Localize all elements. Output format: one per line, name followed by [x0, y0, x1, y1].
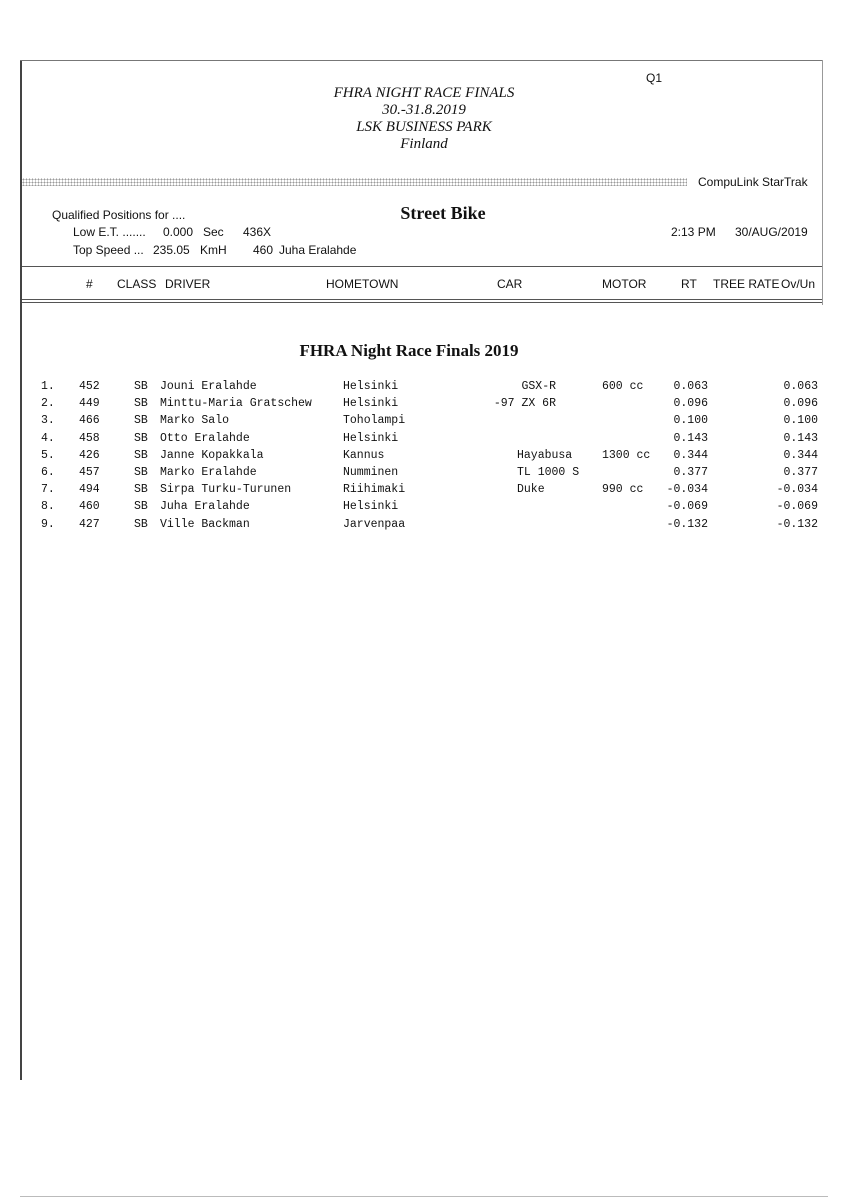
cell-ovun: -0.034 — [776, 483, 818, 497]
cell-car: GSX-R — [521, 380, 556, 393]
dotted-separator — [22, 178, 687, 186]
event-dates: 30.-31.8.2019 — [382, 102, 466, 118]
frame-top-border — [20, 60, 822, 61]
cell-position: 6. — [41, 466, 55, 479]
cell-hometown: Helsinki — [343, 397, 399, 411]
cell-number: 466 — [79, 414, 100, 428]
cell-ovun: -0.132 — [776, 517, 818, 531]
low-et-value: 0.000 — [163, 225, 194, 239]
cell-hometown: Jarvenpaa — [343, 517, 406, 531]
cell-ovun: 0.096 — [783, 397, 818, 411]
cell-rt: 0.344 — [673, 448, 708, 462]
table-row — [0, 483, 848, 500]
page-bottom-line — [20, 1196, 828, 1197]
cell-class: SB — [134, 380, 148, 393]
report-date: 30/AUG/2019 — [735, 225, 808, 239]
cell-hometown: Helsinki — [343, 500, 399, 514]
cell-car: Duke — [517, 483, 545, 497]
cell-driver: Minttu-Maria Gratschew — [160, 397, 312, 411]
cell-class: SB — [134, 431, 148, 445]
event-title: FHRA NIGHT RACE FINALS — [333, 85, 515, 101]
top-speed-driver: Juha Eralahde — [279, 243, 357, 257]
header-bottom-line-2 — [22, 302, 822, 303]
cell-hometown: Toholampi — [343, 414, 406, 428]
cell-motor: 600 cc — [602, 380, 644, 393]
cell-number: 452 — [79, 380, 100, 393]
col-car: CAR — [497, 277, 523, 291]
table-row — [0, 414, 848, 431]
header-bottom-line-1 — [22, 299, 822, 300]
low-et-number: 436X — [243, 225, 272, 239]
col-driver: DRIVER — [165, 277, 211, 291]
cell-number: 426 — [79, 448, 100, 462]
col-rt: RT — [681, 277, 697, 291]
cell-driver: Jouni Eralahde — [160, 380, 257, 393]
cell-motor: 1300 cc — [602, 448, 651, 462]
cell-hometown: Helsinki — [343, 431, 399, 445]
class-title: Street Bike — [400, 203, 486, 223]
col-motor: MOTOR — [602, 277, 647, 291]
cell-rt: -0.132 — [666, 517, 708, 531]
cell-position: 4. — [41, 431, 55, 445]
top-speed-number: 460 — [253, 243, 274, 257]
cell-motor: 990 cc — [602, 483, 644, 497]
cell-position: 2. — [41, 397, 55, 411]
section-title: FHRA Night Race Finals 2019 — [299, 341, 519, 360]
cell-class: SB — [134, 500, 148, 514]
cell-rt: 0.143 — [673, 431, 708, 445]
cell-position: 7. — [41, 483, 55, 497]
cell-hometown: Helsinki — [343, 380, 399, 393]
cell-driver: Ville Backman — [160, 517, 250, 531]
cell-class: SB — [134, 483, 148, 497]
cell-ovun: -0.069 — [776, 500, 818, 514]
cell-car: -97 ZX 6R — [493, 397, 556, 411]
table-row — [0, 432, 848, 449]
cell-driver: Janne Kopakkala — [160, 448, 264, 462]
col-class: CLASS — [117, 277, 157, 291]
low-et-unit: Sec — [203, 225, 224, 239]
cell-class: SB — [134, 448, 148, 462]
cell-ovun: 0.143 — [783, 431, 818, 445]
cell-rt: 0.377 — [673, 466, 708, 479]
cell-car: TL 1000 S — [517, 466, 580, 479]
top-speed-unit: KmH — [200, 243, 227, 257]
cell-number: 457 — [79, 466, 100, 479]
system-name: CompuLink StarTrak — [698, 175, 808, 189]
cell-number: 427 — [79, 517, 100, 531]
cell-number: 460 — [79, 500, 100, 514]
qualified-label: Qualified Positions for .... — [52, 208, 186, 222]
col-tree-rate: TREE RATE — [713, 277, 780, 291]
col-hometown: HOMETOWN — [326, 277, 399, 291]
header-top-line — [22, 266, 822, 267]
event-country: Finland — [400, 136, 448, 152]
page-code: Q1 — [646, 71, 663, 85]
cell-class: SB — [134, 414, 148, 428]
cell-position: 1. — [41, 380, 55, 393]
table-row — [0, 500, 848, 517]
cell-rt: 0.063 — [673, 380, 708, 393]
cell-number: 449 — [79, 397, 100, 411]
cell-number: 494 — [79, 483, 100, 497]
cell-driver: Sirpa Turku-Turunen — [160, 483, 292, 497]
cell-position: 3. — [41, 414, 55, 428]
report-time: 2:13 PM — [671, 225, 716, 239]
col-ovun: Ov/Un — [781, 277, 816, 291]
cell-class: SB — [134, 517, 148, 531]
cell-position: 5. — [41, 448, 55, 462]
cell-car: Hayabusa — [517, 448, 573, 462]
cell-rt: -0.069 — [666, 500, 708, 514]
cell-hometown: Kannus — [343, 448, 385, 462]
cell-rt: 0.100 — [673, 414, 708, 428]
low-et-label: Low E.T. ....... — [73, 225, 146, 239]
cell-rt: 0.096 — [673, 397, 708, 411]
cell-driver: Juha Eralahde — [160, 500, 250, 514]
col-num: # — [86, 277, 93, 291]
cell-hometown: Numminen — [343, 466, 399, 479]
cell-class: SB — [134, 397, 148, 411]
cell-driver: Otto Eralahde — [160, 431, 250, 445]
table-row — [0, 380, 848, 397]
cell-ovun: 0.377 — [783, 466, 818, 479]
table-row — [0, 518, 848, 535]
event-venue: LSK BUSINESS PARK — [356, 119, 492, 135]
top-speed-label: Top Speed ... — [73, 243, 144, 257]
cell-position: 8. — [41, 500, 55, 514]
table-row — [0, 449, 848, 466]
cell-driver: Marko Salo — [160, 414, 230, 428]
cell-driver: Marko Eralahde — [160, 466, 257, 479]
table-row — [0, 397, 848, 414]
cell-ovun: 0.344 — [783, 448, 818, 462]
cell-hometown: Riihimaki — [343, 483, 406, 497]
top-speed-value: 235.05 — [153, 243, 190, 257]
cell-ovun: 0.100 — [783, 414, 818, 428]
cell-number: 458 — [79, 431, 100, 445]
cell-class: SB — [134, 466, 148, 479]
table-row — [0, 466, 848, 483]
cell-ovun: 0.063 — [783, 380, 818, 393]
cell-position: 9. — [41, 517, 55, 531]
cell-rt: -0.034 — [666, 483, 708, 497]
